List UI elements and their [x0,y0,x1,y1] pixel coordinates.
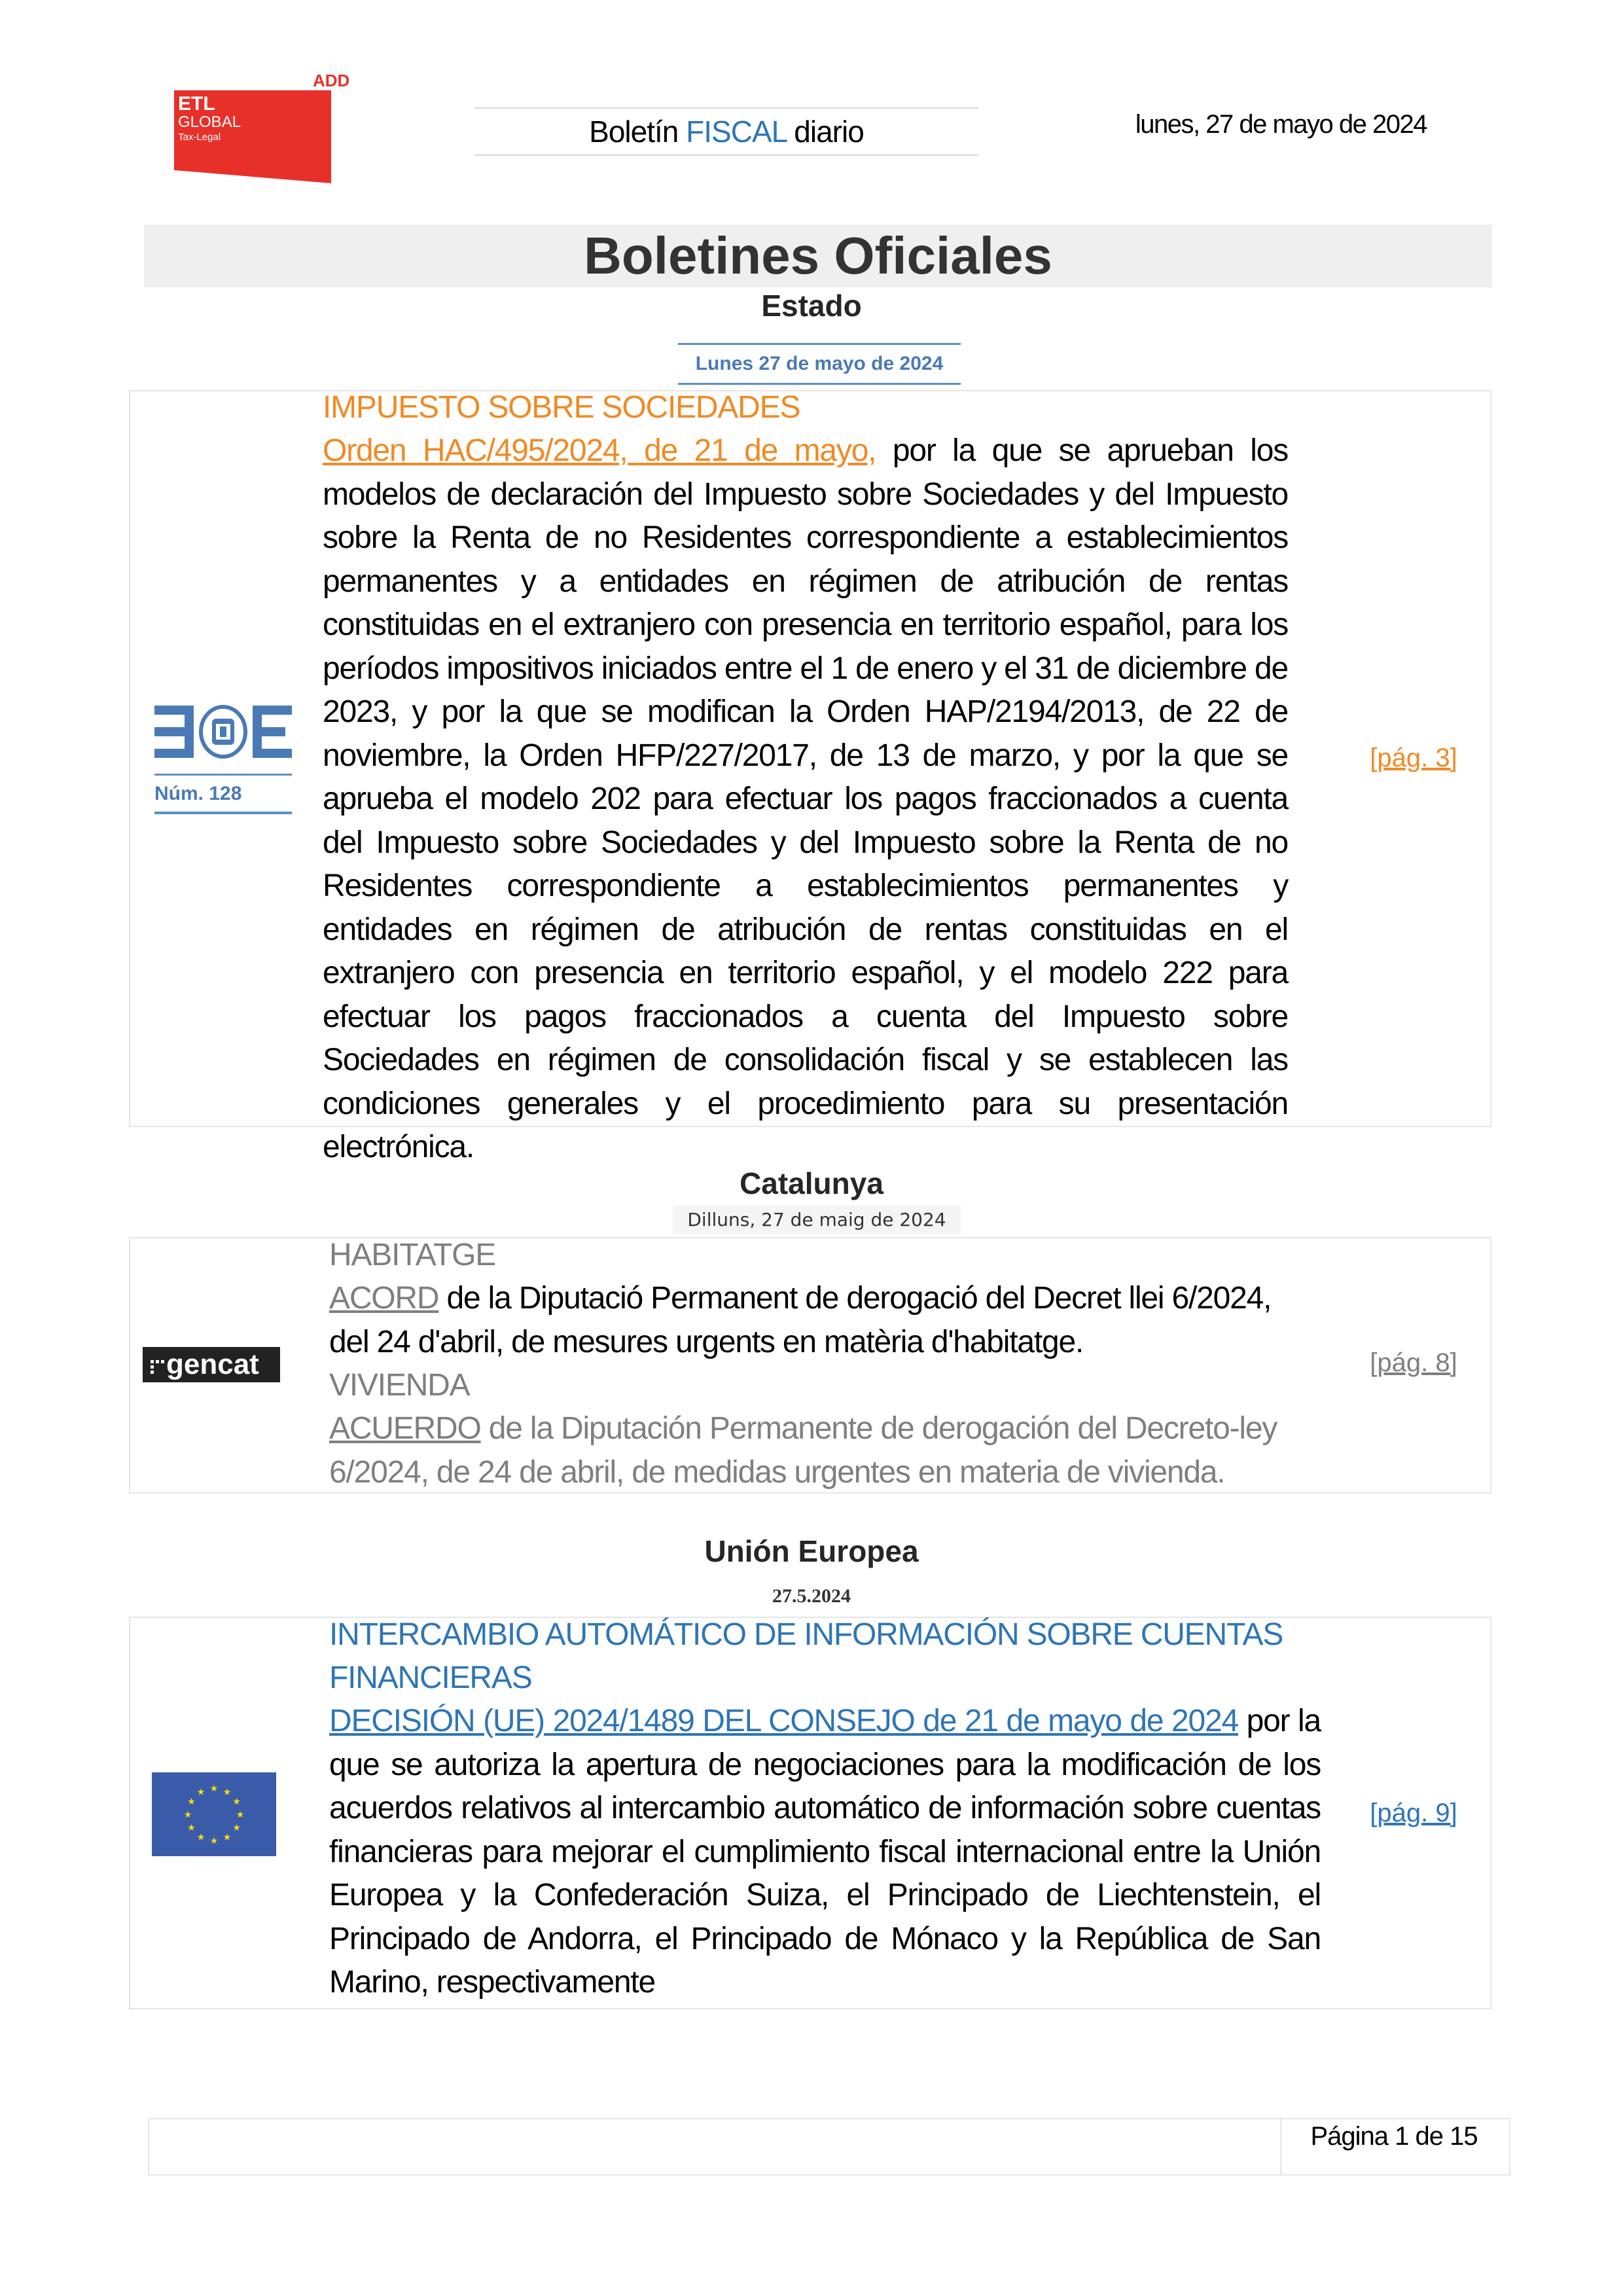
header-date: lunes, 27 de mayo de 2024 [1135,110,1427,139]
gencat-paragraph-ca [329,1277,1294,1364]
eu-star: ★ [223,1787,232,1798]
section-title-catalunya: Catalunya [740,1166,883,1200]
gencat-acord-link[interactable]: ACORD [329,1281,439,1316]
svg-text:Tax-Legal: Tax-Legal [178,132,221,143]
eu-star: ★ [232,1823,241,1833]
boe-logo-icon [154,706,292,758]
gencat-topic-es: VIVIENDA [329,1368,470,1403]
boe-entry-text [323,386,1288,1170]
gencat-body-es: de la Diputación Permanente de derogación del Decreto-ley 6/2024, de 24 de abril, de medidas urgentes en materia de vivienda. [329,1411,1277,1490]
eu-star: ★ [232,1797,241,1807]
eu-star: ★ [196,1787,205,1798]
eu-star: ★ [236,1810,245,1820]
eu-star: ★ [187,1797,196,1807]
svg-text:ADD: ADD [313,71,350,90]
eu-star: ★ [187,1823,196,1833]
ue-date-badge: 27.5.2024 [772,1585,851,1607]
section-title-ue: Unión Europea [704,1534,919,1568]
footer-divider [1280,2118,1281,2176]
gencat-logo-label: gencat [166,1348,259,1380]
boe-issue-number: Núm. 128 [154,783,242,804]
section-title-estado: Estado [761,289,862,323]
etl-global-logo [174,71,350,183]
boe-order-link[interactable]: Orden HAC/495/2024, de 21 de mayo, [323,433,876,468]
bulletin-title-prefix: Boletín [589,115,687,149]
boe-logo-divider [154,774,292,776]
ue-page-ref-link[interactable]: [pág. 9] [1370,1799,1457,1827]
gencat-acuerdo-link[interactable]: ACUERDO [329,1411,481,1446]
boe-body: por la que se aprueban los modelos de declaración del Impuesto sobre Sociedades y del Impuesto sobre la Renta de no Residentes correspondiente a establecimientos permanentes y a entidades en régimen de atribución de rentas constituidas en el extranjero con presencia en territorio español, para los períodos impositivos iniciados entre el 1 de enero y el 31 de diciembre de 2023, y por la que se modifican la Orden HAP/2194/2013, de 22 de noviembre, la Orden HFP/227/2017, de 13 de marzo, y por la que se aprueba el modelo 202 para efectuar los pagos fraccionados a cuenta del Impuesto sobre Sociedades y del Impuesto sobre la Renta de no Residentes correspondiente a establecimientos permanentes y entidades en régimen de atribución de rentas constituidas en el extranjero con presencia en territorio español, y el modelo 222 para efectuar los pagos fraccionados a cuenta del Impuesto sobre Sociedades en régimen de consolidación fiscal y se establecen las condiciones generales y el procedimiento para su presentación electrónica. [323,433,1288,1164]
ue-entry-text [329,1613,1321,2005]
eu-star: ★ [209,1836,219,1846]
catalunya-date-badge: Dilluns, 27 de maig de 2024 [673,1206,961,1234]
gencat-topic-ca: HABITATGE [329,1238,496,1272]
eu-star: ★ [183,1810,192,1820]
boe-logo-underline [154,812,292,814]
estado-date-badge: Lunes 27 de mayo de 2024 [678,343,961,385]
gencat-logo [143,1347,280,1382]
footer-page-number: Página 1 de 15 [1310,2122,1478,2151]
ue-topic: INTERCAMBIO AUTOMÁTICO DE INFORMACIÓN SOBRE CUENTAS FINANCIERAS [329,1617,1283,1695]
svg-text:GLOBAL: GLOBAL [178,113,241,131]
gencat-page-ref-link[interactable]: [pág. 8] [1370,1348,1457,1377]
bulletin-title-highlight: FISCAL [686,115,787,149]
ue-decision-link[interactable]: DECISIÓN (UE) 2024/1489 DEL CONSEJO de 21 de mayo de 2024 [329,1704,1238,1738]
eu-star: ★ [196,1832,205,1843]
ue-body: por la que se autoriza la apertura de negociaciones para la modificación de los acuerdos relativos al intercambio automático de información sobre cuentas financieras para mejorar el cumplimiento fiscal internacional entre la Unión Europea y la Confederación Suiza, el Principado de Liechtenstein, el Principado de Andorra, el Principado de Mónaco y la República de San Marino, respectivamente [329,1704,1321,2000]
boe-page-ref-link[interactable]: [pág. 3] [1370,744,1457,772]
bulletin-title [474,107,978,156]
ue-paragraph [329,1700,1321,2005]
page-title: Boletines Oficiales [144,224,1492,287]
gencat-dots-icon [149,1356,165,1374]
gencat-body-ca: de la Diputació Permanent de derogació del Decret llei 6/2024, del 24 d'abril, de mesures urgents en matèria d'habitatge. [329,1281,1272,1359]
bulletin-title-suffix: diario [786,115,864,149]
boe-topic: IMPUESTO SOBRE SOCIEDADES [323,390,800,425]
boe-paragraph [323,429,1288,1170]
eu-star: ★ [223,1832,232,1843]
gencat-paragraph-es [329,1407,1294,1494]
eu-star: ★ [209,1784,219,1794]
gencat-entry-text [329,1234,1294,1494]
eu-flag-icon [152,1772,276,1856]
svg-text:ETL: ETL [178,93,215,115]
